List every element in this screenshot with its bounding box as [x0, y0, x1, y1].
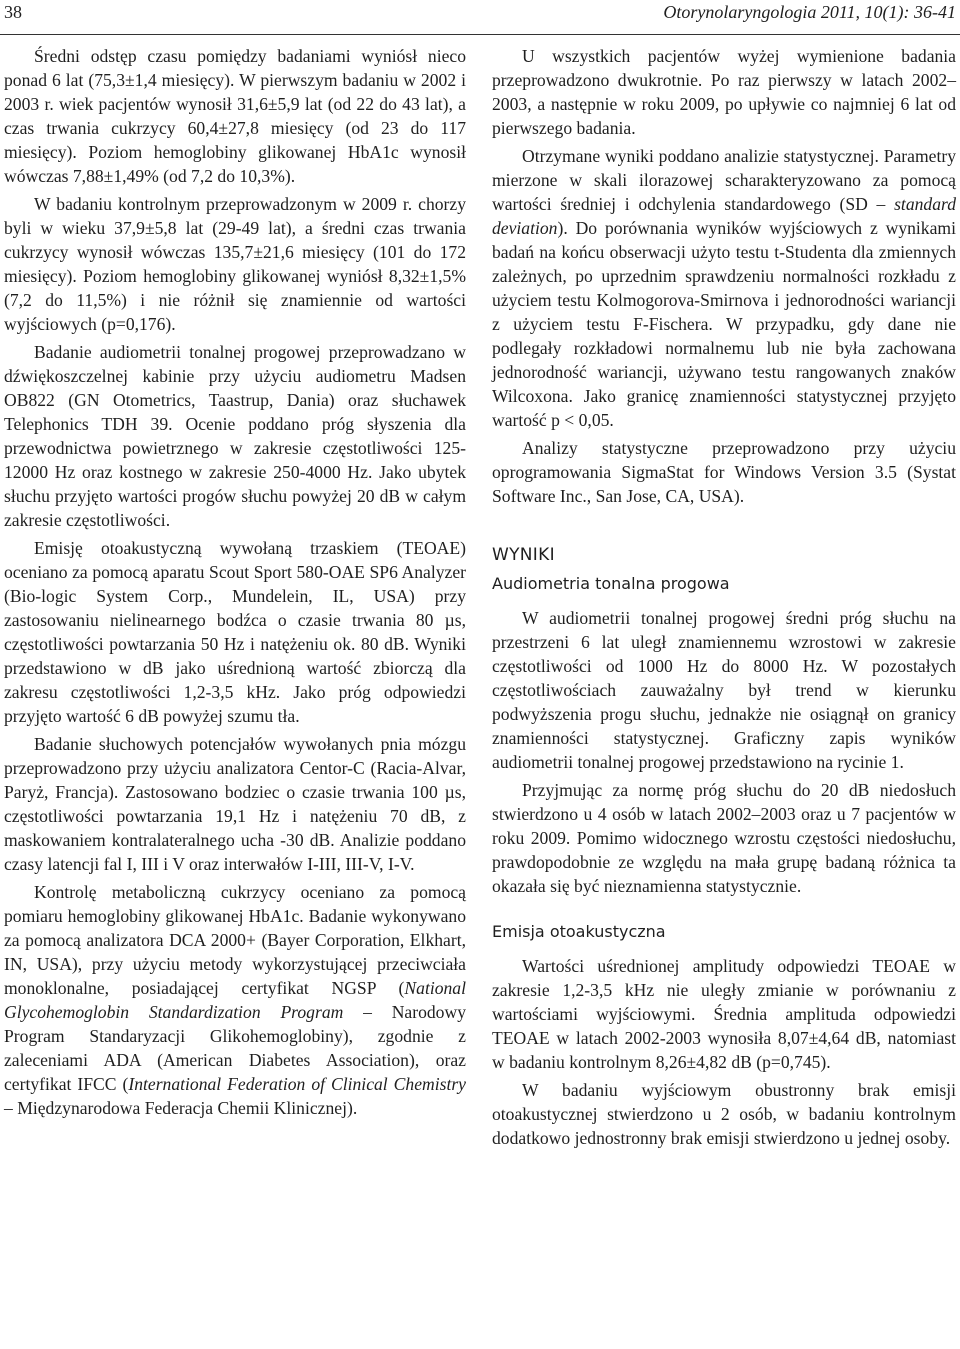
text-run: – Międzynarodowa Federacja Chemii Klinicznej). — [4, 1098, 358, 1118]
text-run: Otrzymane wyniki poddano analizie statystycznej. Parametry mierzone w skali ilorazowej scharakteryzowano za pomocą wartości średniej i odchylenia standardowego (SD – — [492, 146, 956, 214]
paragraph: Emisję otoakustyczną wywołaną trzaskiem (TEOAE) oceniano za pomocą aparatu Scout Sport 580-OAE SP6 Analyzer (Bio-logic System Corp., Mundelein, IL, USA) przy zastosowaniu nielinearnego bodźca o czasie trwania 80 µs, częstotliwości powtarzania 50 Hz i natężeniu ok. 80 dB. Wyniki przedstawiono w dB jako uśrednioną wartość zbiorczą dla zakresu częstotliwości 1,2-3,5 kHz. Jako próg odpowiedzi przyjęto wartość 6 dB powyżej szumu tła. — [4, 538, 466, 726]
italic-term: International Federation of Clinical Chemistry — [128, 1074, 466, 1094]
section-title: WYNIKI — [492, 545, 555, 565]
text-run: ). Do porównania wyników wyjściowych z wynikami badań na końcu obserwacji użyto testu t-Studenta dla zmiennych zależnych, po uprzednim sprawdzeniu normalności rozkładu z użyciem testu Kolmogorova-Smirnova i jednorodności wariancji z użyciem testu F-Fischera. W przypadku, gdy dane nie podlegały rozkładowi normalnemu lub nie była zachowana jednorodność wariancji, używano testu rangowanych znaków Wilcoxona. Jako granicę znamienności statystycznej przyjęto wartość p < 0,05. — [492, 218, 956, 430]
paragraph: Wartości uśrednionej amplitudy odpowiedzi TEOAE w zakresie 1,2-3,5 kHz nie uległy zmianie w porównaniu z wartościami wyjściowymi. Średnia amplituda odpowiedzi TEOAE w latach 2002-2003 wynosiła 8,07±4,64 dB, natomiast w badaniu kontrolnym 8,26±4,82 dB (p=0,745). — [492, 956, 956, 1072]
text-run: Kontrolę metaboliczną cukrzycy oceniano za pomocą pomiaru hemoglobiny glikowanej HbA1c. Badanie wykonywano za pomocą analizatora DCA 2000+ (Bayer Corporation, Elkhart, IN, USA), przy użyciu metody wykorzystującej przeciwciała monoklonalne, posiadającej certyfikat NGSP ( — [4, 882, 466, 998]
paragraph — [4, 880, 466, 1120]
text-run: – Narodowy Program Standaryzacji Glikohemoglobiny), zgodnie z zaleceniami ADA (American Diabetes Association), oraz certyfikat IFCC ( — [4, 1002, 466, 1094]
paragraph: Badanie audiometrii tonalnej progowej przeprowadzano w dźwiękoszczelnej kabinie przy użyciu audiometru Madsen OB822 (GN Otometrics, Taastrup, Dania) oraz słuchawek Telephonics TDH 39. Ocenie poddano próg słyszenia dla przewodnictwa powietrznego w zakresie częstotliwości 125-12000 Hz oraz kostnego w zakresie 250-4000 Hz. Jako ubytek słuchu przyjęto wartości progów słuchu powyżej 20 dB w całym zakresie częstotliwości. — [4, 342, 466, 530]
paragraph: U wszystkich pacjentów wyżej wymienione badania przeprowadzono dwukrotnie. Po raz pierwszy w latach 2002–2003, a następnie w roku 2009, po upływie co najmniej 6 lat od pierwszego badania. — [492, 46, 956, 138]
paragraph: W audiometrii tonalnej progowej średni próg słuchu na przestrzeni 6 lat uległ znamiennemu wzrostowi w zakresie częstotliwości od 1000 Hz do 8000 Hz. W pozostałych częstotliwościach zauważalny był trend w kierunku podwyższenia progu słuchu, jednakże nie osiągnął on granicy znamienności statystycznej. Graficzny zapis wyników audiometrii tonalnej progowej przedstawiono na rycinie 1. — [492, 608, 956, 772]
paragraph: Analizy statystyczne przeprowadzono przy użyciu oprogramowania SigmaStat for Windows Version 3.5 (Systat Software Inc., San Jose, CA, USA). — [492, 438, 956, 506]
paragraph — [492, 144, 956, 432]
paragraph: Przyjmując za normę próg słuchu do 20 dB niedosłuch stwierdzono u 4 osób w latach 2002–2003 oraz u 7 pacjentów w roku 2009. Pomimo widocznego wzrostu częstości niedosłuchu, prawdopodobnie ze względu na mała grupę badaną różnica ta okazała się być nieznamienna statystycznie. — [492, 780, 956, 896]
page-number: 38 — [4, 2, 22, 22]
journal-citation: Otorynolaryngologia 2011, 10(1): 36-41 — [663, 2, 956, 22]
italic-term: standard deviation — [492, 194, 956, 238]
italic-term: National Glycohemoglobin Standardization Program — [4, 978, 466, 1022]
right-column — [492, 44, 956, 1150]
paragraph: W badaniu kontrolnym przeprowadzonym w 2009 r. chorzy byli w wieku 37,9±5,8 lat (29-49 lat), a średni czas trwania cukrzycy wynosił wówczas 135,7±21,6 miesięcy (101 do 172 miesięcy). Poziom hemoglobiny glikowanej wyniósł 8,32±1,5% (7,2 do 11,5%) i nie różnił się znamiennie od wartości wyjściowych (p=0,176). — [4, 194, 466, 334]
paragraph: Średni odstęp czasu pomiędzy badaniami wyniósł nieco ponad 6 lat (75,3±1,4 miesięcy). W pierwszym badaniu w 2002 i 2003 r. wiek pacjentów wynosił 31,6±5,9 lat (od 22 do 43 lat), a czas trwania cukrzycy 60,4±27,8 miesięcy (od 23 do 117 miesięcy). Poziom hemoglobiny glikowanej HbA1c wynosił wówczas 7,88±1,49% (od 7,2 do 10,3%). — [4, 46, 466, 186]
subsection-title: Audiometria tonalna progowa — [492, 574, 730, 593]
paragraph: W badaniu wyjściowym obustronny brak emisji otoakustycznej stwierdzono u 2 osób, w badaniu kontrolnym dodatkowo jednostronny brak emisji stwierdzono u jednej osoby. — [492, 1080, 956, 1148]
page-header — [0, 0, 960, 35]
subsection-title: Emisja otoakustyczna — [492, 922, 666, 941]
left-column — [4, 44, 466, 1120]
paragraph: Badanie słuchowych potencjałów wywołanych pnia mózgu przeprowadzono przy użyciu analizatora Centor-C (Racia-Alvar, Paryż, Francja). Zastosowano bodziec o czasie trwania 100 µs, częstotliwości powtarzania 19,1 Hz i natężeniu 70 dB, z maskowaniem kontralateralnego ucha -30 dB. Analizie poddano czasy latencji fal I, III i V oraz interwałów I-III, III-V, I-V. — [4, 734, 466, 874]
